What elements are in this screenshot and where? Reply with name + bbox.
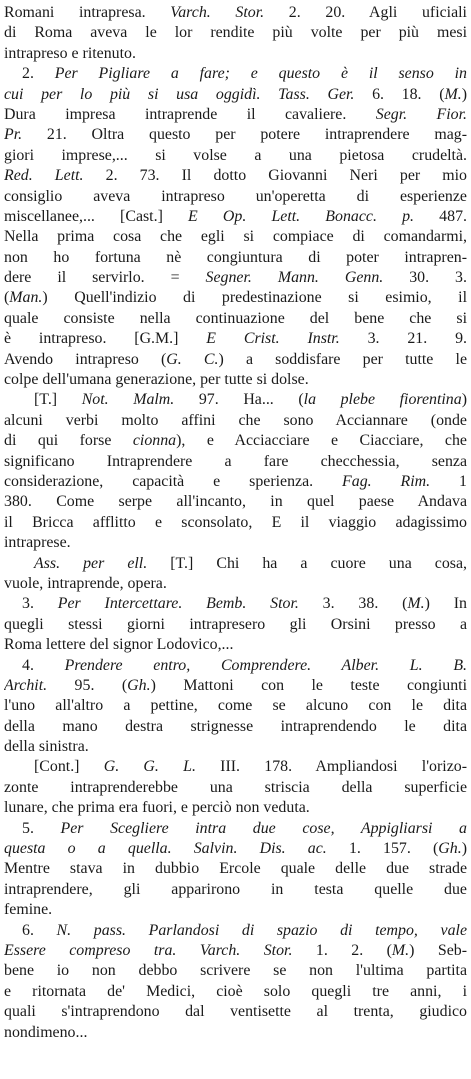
text-line — [4, 492, 467, 512]
italic-text: G. G. L. — [103, 758, 196, 776]
italic-text: Prendere entro, Comprendere. Alber. L. B. — [64, 656, 467, 674]
text-line — [4, 207, 467, 227]
text-segment: il Bricca afflitto e sconsolato, E il viaggio adagissimo — [4, 513, 467, 531]
text-segment: della sinistra. — [4, 738, 89, 756]
text-line — [4, 350, 467, 370]
text-line — [4, 615, 467, 635]
text-segment: quale consiste nella continuazione del bene che si — [4, 309, 467, 327]
text-segment: 487. — [414, 207, 467, 225]
text-line — [4, 554, 467, 574]
text-line — [4, 23, 467, 43]
text-line — [4, 900, 467, 920]
italic-text: G. C. — [166, 350, 219, 368]
text-line — [4, 737, 467, 757]
italic-text: M. — [444, 85, 462, 103]
italic-text: cionna — [132, 432, 177, 450]
text-line — [4, 390, 467, 410]
text-line — [4, 248, 467, 268]
text-line — [4, 941, 467, 961]
text-line — [4, 819, 467, 839]
text-line — [4, 329, 467, 349]
text-segment: Avendo intrapreso ( — [4, 350, 167, 368]
italic-text: M. — [407, 595, 425, 613]
text-segment: 2. 20. Agli uficiali — [264, 4, 467, 21]
text-segment: bene io non debbo scrivere se non l'ultima partita — [4, 962, 467, 980]
italic-text: Pr. — [4, 126, 23, 144]
dictionary-page-text — [4, 3, 467, 1075]
text-segment: è intrapreso. [G.M.] — [4, 330, 207, 348]
text-segment: di Roma aveva le lor rendite più volte per più mesi — [4, 24, 467, 42]
italic-text: Per Intercettare. Bemb. Stor. — [57, 595, 299, 613]
text-segment: ( — [4, 289, 10, 307]
italic-text: Segr. Fior. — [375, 105, 467, 123]
text-segment: quegli stessi giorni intrapresero gli Orsini presso a — [4, 615, 467, 633]
text-segment: zonte intraprenderebbe una striscia della superficie — [4, 778, 467, 796]
text-segment: ), e Acciacciare e Ciacciare, che — [176, 432, 467, 450]
text-segment: l'uno all'altro a pettine, come se alcuno con le dita — [4, 697, 467, 715]
text-segment: 3. 21. 9. — [339, 330, 467, 348]
text-segment: 380. Come serpe all'incanto, in quel paese Andava — [4, 493, 467, 511]
text-segment: intraprese. — [4, 534, 71, 552]
text-line — [4, 288, 467, 308]
text-line — [4, 85, 467, 105]
italic-text: Ass. per ell. — [34, 554, 148, 572]
text-segment: Romani intrapresa. — [4, 4, 171, 21]
text-segment: ) a soddisfare per tutte le — [218, 350, 467, 368]
text-line — [4, 513, 467, 533]
text-line — [4, 533, 467, 553]
text-line — [4, 982, 467, 1002]
italic-text: la plebe fiorentina — [303, 391, 462, 409]
text-segment: alcuni verbi molto affini che sono Acciannare (onde — [4, 411, 467, 429]
text-segment: 6. 18. ( — [354, 85, 445, 103]
text-line — [4, 757, 467, 777]
text-segment: Mentre stava in dubbio Ercole quale delle due strade — [4, 860, 467, 878]
text-line — [4, 778, 467, 798]
italic-text: E Crist. Instr. — [206, 330, 340, 348]
italic-text: Gh. — [438, 840, 462, 858]
text-segment: intraprendere, gli apparirono in testa quelle due — [4, 880, 467, 898]
text-line — [4, 227, 467, 247]
text-line — [4, 635, 467, 655]
text-segment: Nella prima cosa che egli si compiace di comandarmi, — [4, 228, 467, 246]
text-segment: considerazione, capacità e sperienza. — [4, 472, 343, 490]
text-line — [4, 696, 467, 716]
italic-text: Archit. — [4, 676, 48, 694]
text-segment: [T.] — [34, 391, 82, 409]
text-segment: 6. — [22, 921, 57, 939]
text-segment: 30. 3. — [383, 269, 467, 287]
text-line — [4, 370, 467, 390]
text-segment: non ho fortuna nè congiuntura di poter intrapren- — [4, 248, 467, 266]
text-segment: 1 — [430, 472, 467, 490]
text-segment: lunare, che prima era fuori, e perciò non veduta. — [4, 799, 310, 817]
text-line — [4, 656, 467, 676]
text-line — [4, 125, 467, 145]
text-line — [4, 859, 467, 879]
text-segment: [T.] Chi ha a cuore una cosa, — [147, 554, 467, 572]
text-line — [4, 574, 467, 594]
text-line — [4, 268, 467, 288]
italic-text: Essere compreso tra. Varch. Stor. — [4, 941, 293, 959]
text-segment: vuole, intraprende, opera. — [4, 574, 167, 592]
text-line — [4, 676, 467, 696]
text-line — [4, 921, 467, 941]
italic-text: Man. — [9, 289, 43, 307]
text-segment: di qui forse — [4, 432, 133, 450]
text-segment: 95. ( — [47, 676, 128, 694]
italic-text: N. pass. Parlandosi di spazio di tempo, vale — [56, 921, 467, 939]
text-segment: III. 178. Ampliandosi l'orizo- — [195, 758, 467, 776]
text-segment: 3. 38. ( — [298, 595, 408, 613]
text-line — [4, 472, 467, 492]
text-segment: 97. Ha... ( — [174, 391, 304, 409]
italic-text: Gh. — [127, 676, 151, 694]
text-segment: 2. 73. Il dotto Giovanni Neri per mio — [83, 167, 467, 185]
text-segment: Dura impresa intraprende il cavaliere. — [4, 105, 376, 123]
text-line — [4, 411, 467, 431]
text-segment: [Cont.] — [34, 758, 104, 776]
text-line — [4, 961, 467, 981]
text-segment: 1. 157. ( — [326, 840, 439, 858]
text-line — [4, 880, 467, 900]
text-line — [4, 44, 467, 64]
text-segment: ) — [461, 85, 467, 103]
text-segment: ) Mattoni con le teste congiunti — [150, 676, 467, 694]
italic-text: Per Scegliere intra due cose, Appigliarsi a — [60, 819, 467, 837]
italic-text: Segner. Mann. Genn. — [205, 269, 384, 287]
text-segment: ) Seb- — [409, 941, 467, 959]
text-segment: 21. Oltra questo per potere intraprendere mag- — [22, 126, 467, 144]
italic-text: E Op. Lett. Bonacc. p. — [188, 207, 415, 225]
text-line — [4, 3, 467, 23]
text-segment: giori imprese,... si volse a una pietosa crudeltà. — [4, 146, 467, 164]
text-line — [4, 1023, 467, 1043]
text-line — [4, 146, 467, 166]
italic-text: Per Pigliare a fare; e questo è il senso in — [54, 65, 467, 83]
text-segment: intrapreso e ritenuto. — [4, 44, 136, 62]
text-line — [4, 717, 467, 737]
text-line — [4, 839, 467, 859]
italic-text: Not. Malm. — [81, 391, 175, 409]
text-segment: consiglio aveva intrapreso un'operetta di esperienze — [4, 187, 467, 205]
text-segment: significano Intraprendere a fare checchessia, senza — [4, 452, 467, 470]
text-segment: Roma lettere del signor Lodovico,... — [4, 636, 234, 654]
text-line — [4, 1002, 467, 1022]
text-line — [4, 309, 467, 329]
text-segment: e ritornata de' Medici, cioè solo quegli tre anni, i — [4, 982, 467, 1000]
text-segment: quali s'intraprendono dal ventisette al trenta, giudico — [4, 1003, 467, 1021]
text-segment: ) — [461, 840, 467, 858]
text-segment: femine. — [4, 901, 53, 919]
text-segment: dere il servirlo. = — [4, 269, 206, 287]
italic-text: questa o a quella. Salvin. Dis. ac. — [4, 840, 327, 858]
text-segment: della mano destra strignesse intraprendendo le dita — [4, 717, 467, 735]
text-segment: 2. — [22, 65, 55, 83]
text-line — [4, 187, 467, 207]
text-segment: 3. — [22, 595, 58, 613]
italic-text: Fag. Rim. — [342, 472, 431, 490]
text-line — [4, 64, 467, 84]
text-line — [4, 431, 467, 451]
text-line — [4, 452, 467, 472]
italic-text: cui per lo più si usa oggidì. Tass. Ger. — [4, 85, 355, 103]
text-segment: 1. 2. ( — [292, 941, 392, 959]
text-line — [4, 594, 467, 614]
text-segment: colpe dell'umana generazione, per tutte si dolse. — [4, 371, 309, 389]
text-segment: nondimeno... — [4, 1023, 88, 1041]
italic-text: Varch. Stor. — [170, 4, 265, 21]
text-segment: 5. — [22, 819, 61, 837]
italic-text: M. — [391, 941, 410, 959]
text-line — [4, 798, 467, 818]
text-segment: miscellanee,... [Cast.] — [4, 207, 189, 225]
text-segment: 4. — [22, 656, 65, 674]
text-segment: ) — [461, 391, 467, 409]
text-segment: ) Quell'indizio di predestinazione si esimio, il — [42, 289, 467, 307]
text-line — [4, 105, 467, 125]
italic-text: Red. Lett. — [4, 167, 84, 185]
text-segment: ) In — [424, 595, 467, 613]
text-line — [4, 166, 467, 186]
